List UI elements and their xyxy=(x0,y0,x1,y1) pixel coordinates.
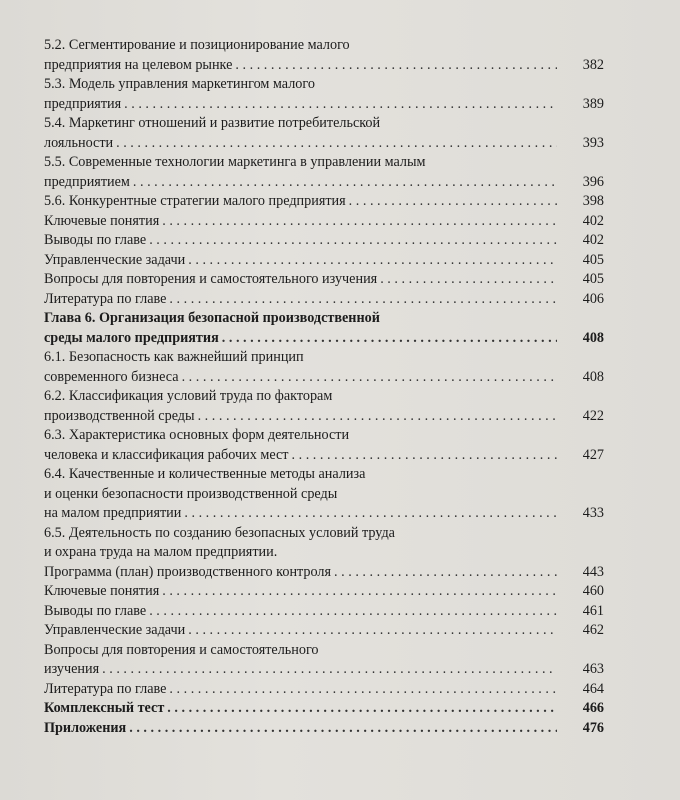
toc-page-number: 406 xyxy=(582,290,604,307)
toc-entry-text: предприятием xyxy=(44,173,130,190)
dot-leader xyxy=(188,251,557,271)
toc-entry-text: производственной среды xyxy=(44,407,195,424)
toc-page-number: 405 xyxy=(582,271,604,287)
dot-leader xyxy=(124,95,557,115)
dot-leader xyxy=(116,134,557,154)
dot-leader xyxy=(198,407,557,427)
dot-leader xyxy=(334,563,557,583)
toc-entry-text: изучения xyxy=(44,661,100,677)
toc-page-number: 402 xyxy=(582,212,604,229)
toc-page-number: 422 xyxy=(582,407,604,424)
dot-leader xyxy=(169,290,557,310)
toc-entry xyxy=(44,602,604,622)
toc-entry xyxy=(44,524,604,563)
toc-entry xyxy=(44,270,604,290)
toc-entry xyxy=(44,212,604,232)
toc-entry-text: Вопросы для повторения и самостоятельного изучения xyxy=(44,271,378,287)
toc-entry-text: и оценки безопасности производственной среды xyxy=(44,485,338,502)
dot-leader xyxy=(188,621,557,641)
toc-entry-text: Управленческие задачи xyxy=(44,251,186,268)
toc-entry-text: человека и классификация рабочих мест xyxy=(44,446,289,463)
toc-entry xyxy=(44,75,604,114)
toc-entry-text: Приложения xyxy=(44,719,127,736)
toc-entry xyxy=(44,465,604,524)
toc-entry xyxy=(44,114,604,153)
table-of-contents xyxy=(44,36,604,738)
dot-leader xyxy=(102,660,557,680)
toc-entry xyxy=(44,231,604,251)
toc-entry-text: на малом предприятии xyxy=(44,505,182,521)
toc-page-number: 396 xyxy=(582,173,604,190)
dot-leader xyxy=(149,602,557,622)
toc-page-number: 427 xyxy=(582,446,604,463)
toc-entry-text: предприятия на целевом рынке xyxy=(44,56,233,73)
toc-page-number: 393 xyxy=(582,134,604,151)
dot-leader xyxy=(182,368,557,388)
toc-entry xyxy=(44,290,604,310)
toc-entry-text: Выводы по главе xyxy=(44,602,147,619)
toc-entry-text: 5.4. Маркетинг отношений и развитие потребительской xyxy=(44,115,381,131)
toc-entry-text: предприятия xyxy=(44,95,122,112)
toc-entry-text: Выводы по главе xyxy=(44,232,147,248)
toc-entry-text: лояльности xyxy=(44,134,114,151)
toc-page-number: 464 xyxy=(582,680,604,697)
toc-entry xyxy=(44,582,604,602)
toc-entry-text: 5.3. Модель управления маркетингом малого xyxy=(44,76,315,92)
dot-leader xyxy=(292,446,558,466)
toc-page-number: 443 xyxy=(582,563,604,580)
toc-page-number: 433 xyxy=(582,505,604,521)
toc-page-number: 405 xyxy=(582,251,604,268)
toc-entry-text: Литература по главе xyxy=(44,290,167,307)
toc-entry-text: 6.5. Деятельность по созданию безопасных условий труда xyxy=(44,524,395,541)
toc-page-number: 476 xyxy=(582,719,604,736)
toc-page-number: 382 xyxy=(582,56,604,73)
toc-page-number: 408 xyxy=(582,329,604,346)
toc-page-number: 461 xyxy=(582,602,604,619)
toc-page-number: 463 xyxy=(582,661,604,677)
dot-leader xyxy=(222,329,557,349)
toc-entry xyxy=(44,719,604,739)
dot-leader xyxy=(349,192,557,212)
toc-entry-text: Литература по главе xyxy=(44,680,167,697)
toc-entry-text: Комплексный тест xyxy=(44,700,165,716)
toc-entry-text: 5.2. Сегментирование и позиционирование малого xyxy=(44,37,350,53)
dot-leader xyxy=(149,231,557,251)
dot-leader xyxy=(235,56,557,76)
toc-page-number: 398 xyxy=(582,193,604,209)
dot-leader xyxy=(380,270,557,290)
toc-entry-text: 6.2. Классификация условий труда по факторам xyxy=(44,388,333,404)
toc-entry xyxy=(44,621,604,641)
toc-entry xyxy=(44,348,604,387)
toc-entry xyxy=(44,36,604,75)
toc-entry-text: Управленческие задачи xyxy=(44,622,186,638)
dot-leader xyxy=(167,699,557,719)
dot-leader xyxy=(162,582,557,602)
toc-entry xyxy=(44,192,604,212)
toc-entry-text: 5.5. Современные технологии маркетинга в управлении малым xyxy=(44,154,426,170)
toc-entry xyxy=(44,309,604,348)
dot-leader xyxy=(129,719,557,739)
toc-entry xyxy=(44,641,604,680)
toc-page-number: 408 xyxy=(582,368,604,385)
toc-page-number: 389 xyxy=(582,95,604,112)
toc-page-number: 462 xyxy=(582,622,604,638)
toc-entry-text: и охрана труда на малом предприятии. xyxy=(44,544,278,560)
toc-entry xyxy=(44,699,604,719)
toc-entry-text: Ключевые понятия xyxy=(44,583,160,599)
toc-entry xyxy=(44,251,604,271)
dot-leader xyxy=(162,212,557,232)
toc-entry xyxy=(44,426,604,465)
toc-entry-text: Вопросы для повторения и самостоятельного xyxy=(44,641,319,658)
toc-entry xyxy=(44,563,604,583)
toc-entry-text: Глава 6. Организация безопасной производственной xyxy=(44,310,380,326)
toc-entry-text: Ключевые понятия xyxy=(44,212,160,229)
toc-entry xyxy=(44,680,604,700)
toc-entry xyxy=(44,387,604,426)
toc-page-number: 466 xyxy=(582,700,604,716)
toc-entry-text: современного бизнеса xyxy=(44,368,179,385)
toc-entry-text: 5.6. Конкурентные стратегии малого предприятия xyxy=(44,193,346,209)
dot-leader xyxy=(133,173,557,193)
toc-entry-text: среды малого предприятия xyxy=(44,329,219,346)
toc-entry-text: Программа (план) производственного контроля xyxy=(44,563,332,580)
toc-entry-text: 6.4. Качественные и количественные методы анализа xyxy=(44,466,366,482)
toc-entry-text: 6.3. Характеристика основных форм деятельности xyxy=(44,427,350,443)
toc-entry xyxy=(44,153,604,192)
dot-leader xyxy=(184,504,557,524)
toc-entry-text: 6.1. Безопасность как важнейший принцип xyxy=(44,349,304,365)
dot-leader xyxy=(169,680,557,700)
toc-page-number: 460 xyxy=(582,583,604,599)
toc-page-number: 402 xyxy=(582,232,604,248)
